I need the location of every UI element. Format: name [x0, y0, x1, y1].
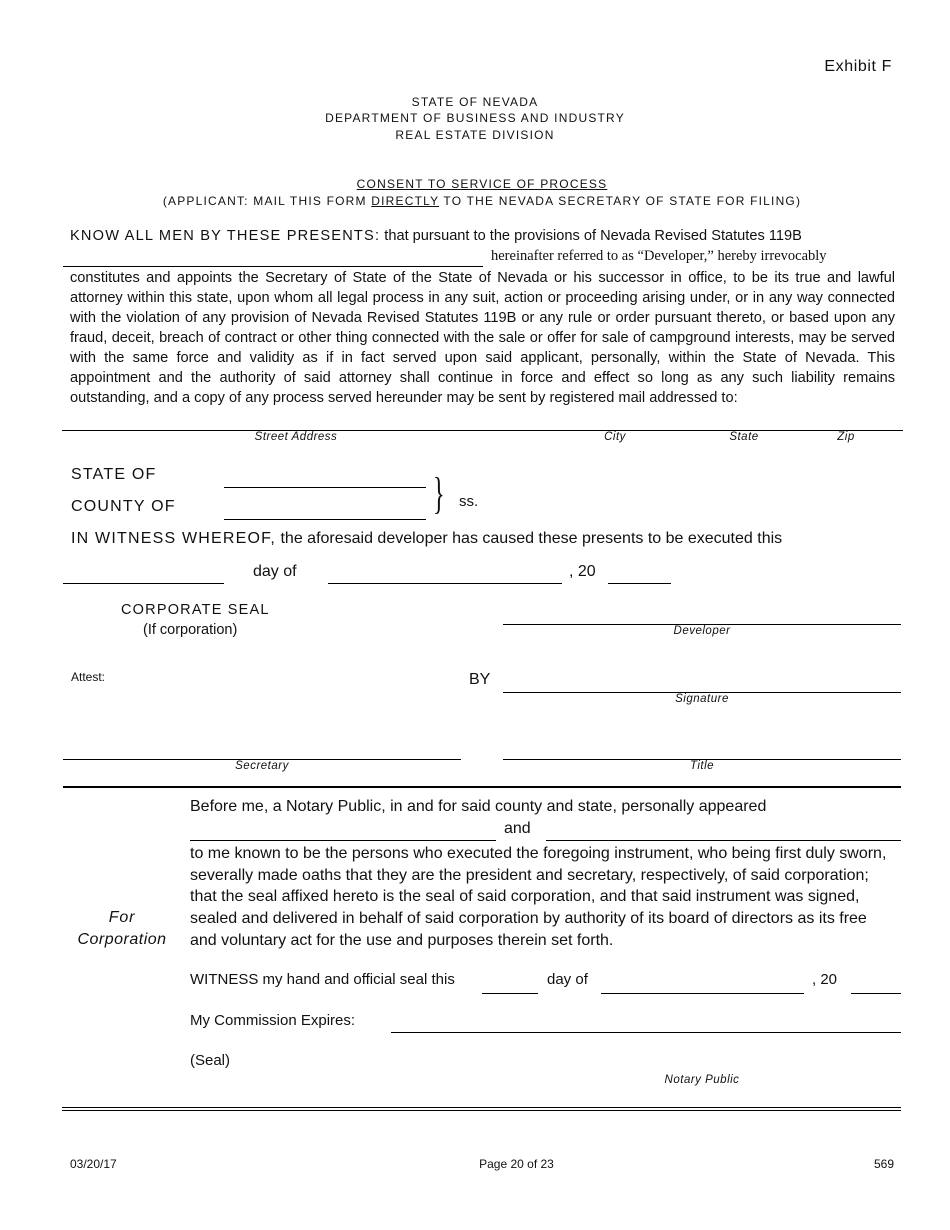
- zip-label: Zip: [837, 431, 855, 443]
- commission-expires-label: My Commission Expires:: [190, 1012, 356, 1029]
- by-label: BY: [469, 671, 491, 688]
- witness-month-line[interactable]: [328, 583, 562, 584]
- developer-name-line[interactable]: [63, 266, 483, 267]
- know-all-men-lead: KNOW ALL MEN BY THESE PRESENTS:: [70, 228, 381, 244]
- witness-day-line[interactable]: [63, 583, 224, 584]
- witness-day-of-label: day of: [253, 563, 297, 580]
- footer-page: Page 20 of 23: [479, 1157, 554, 1171]
- witness-hand-label: WITNESS my hand and official seal this: [190, 971, 455, 988]
- notary-and-label: and: [504, 820, 531, 837]
- appeared-name-line-1[interactable]: [190, 840, 496, 841]
- ss-label: ss.: [459, 493, 479, 510]
- developer-reference: hereinafter referred to as “Developer,” hereby irrevocably: [491, 248, 827, 264]
- form-instructions: [0, 194, 950, 208]
- notary-public-label: Notary Public: [664, 1074, 740, 1086]
- witness-year-line[interactable]: [608, 583, 671, 584]
- instructions-prefix: (APPLICANT: MAIL THIS FORM: [162, 194, 372, 208]
- city-label: City: [604, 431, 626, 443]
- corporate-seal-label: CORPORATE SEAL: [121, 602, 270, 618]
- consent-first-line-rest: that pursuant to the provisions of Nevada Revised Statutes 119B: [380, 228, 802, 244]
- developer-label: Developer: [673, 625, 731, 637]
- witness-whereof-rest: the aforesaid developer has caused these presents to be executed this: [276, 530, 783, 547]
- street-address-label: Street Address: [254, 431, 338, 443]
- notary-day-line[interactable]: [482, 993, 538, 994]
- notary-year-line[interactable]: [851, 993, 901, 994]
- state-label: State: [729, 431, 759, 443]
- address-line[interactable]: [62, 430, 903, 431]
- venue-brace: }: [433, 469, 445, 518]
- if-corporation-label: (If corporation): [143, 622, 238, 638]
- form-title: CONSENT TO SERVICE OF PROCESS: [356, 177, 608, 191]
- notary-appeared-text: Before me, a Notary Public, in and for said county and state, personally appeared: [190, 798, 767, 815]
- signature-label: Signature: [675, 693, 729, 705]
- notary-month-line[interactable]: [601, 993, 804, 994]
- notary-bottom-rule-2: [62, 1110, 901, 1111]
- corporation-label: Corporation: [77, 931, 167, 948]
- secretary-label: Secretary: [235, 760, 289, 772]
- notary-section-top-rule: [63, 786, 901, 788]
- county-of-line[interactable]: [224, 519, 426, 520]
- notary-day-of-label: day of: [547, 971, 588, 988]
- notary-body: to me known to be the persons who executed the foregoing instrument, who being first duly sworn, severally made oaths that they are the president and secretary, respectively, of said corporation; that the seal affixed hereto is the seal of said corporation, and that said instrument was signed, sealed and delivered in behalf of said corporation by authority of its board of directors as its free and voluntary act for the use and purposes therein set forth.: [190, 845, 887, 949]
- witness-whereof-lead: IN WITNESS WHEREOF,: [71, 530, 277, 547]
- consent-body: constitutes and appoints the Secretary of State of the State of Nevada or his successor in office, to be its true and lawful attorney within this state, upon whom all legal process in any suit, action or proceeding arising under, or in any way connected with the violation of any provision of Nevada Revised Statutes 119B or any rule or order pursuant thereto, or based upon any fraud, deceit, breach of contract or other thing connected with the sale or offer for sale of campground interests, may be served with the same force and validity as if in fact served upon said applicant, personally, within the State of Nevada. This appointment and the authority of said attorney shall continue in force and effect so long as any such liability remains outstanding, and a copy of any process served hereunder may be sent by registered mail addressed to:: [70, 270, 895, 406]
- instructions-suffix: TO THE NEVADA SECRETARY OF STATE FOR FILING): [439, 194, 802, 208]
- footer-date: 03/20/17: [70, 1157, 117, 1171]
- consent-first-line: [70, 228, 802, 244]
- title-label: Title: [689, 760, 715, 772]
- exhibit-label: Exhibit F: [824, 58, 892, 75]
- header-division: REAL ESTATE DIVISION: [395, 128, 555, 142]
- header-state: STATE OF NEVADA: [411, 95, 539, 109]
- appeared-name-line-2[interactable]: [546, 840, 901, 841]
- witness-whereof-line: [71, 530, 782, 548]
- notary-bottom-rule-1: [62, 1107, 901, 1108]
- witness-year-prefix: , 20: [569, 563, 596, 580]
- commission-expires-line[interactable]: [391, 1032, 901, 1033]
- header-department: DEPARTMENT OF BUSINESS AND INDUSTRY: [325, 111, 625, 125]
- attest-label: Attest:: [71, 670, 106, 684]
- notary-year-prefix: , 20: [812, 971, 838, 988]
- state-of-line[interactable]: [224, 487, 426, 488]
- county-of-label: COUNTY OF: [71, 498, 176, 515]
- seal-label: (Seal): [190, 1052, 231, 1069]
- instructions-emphasis: DIRECTLY: [371, 194, 440, 208]
- state-of-label: STATE OF: [71, 466, 157, 483]
- footer-form-number: 569: [873, 1157, 894, 1171]
- for-label: For: [108, 909, 136, 926]
